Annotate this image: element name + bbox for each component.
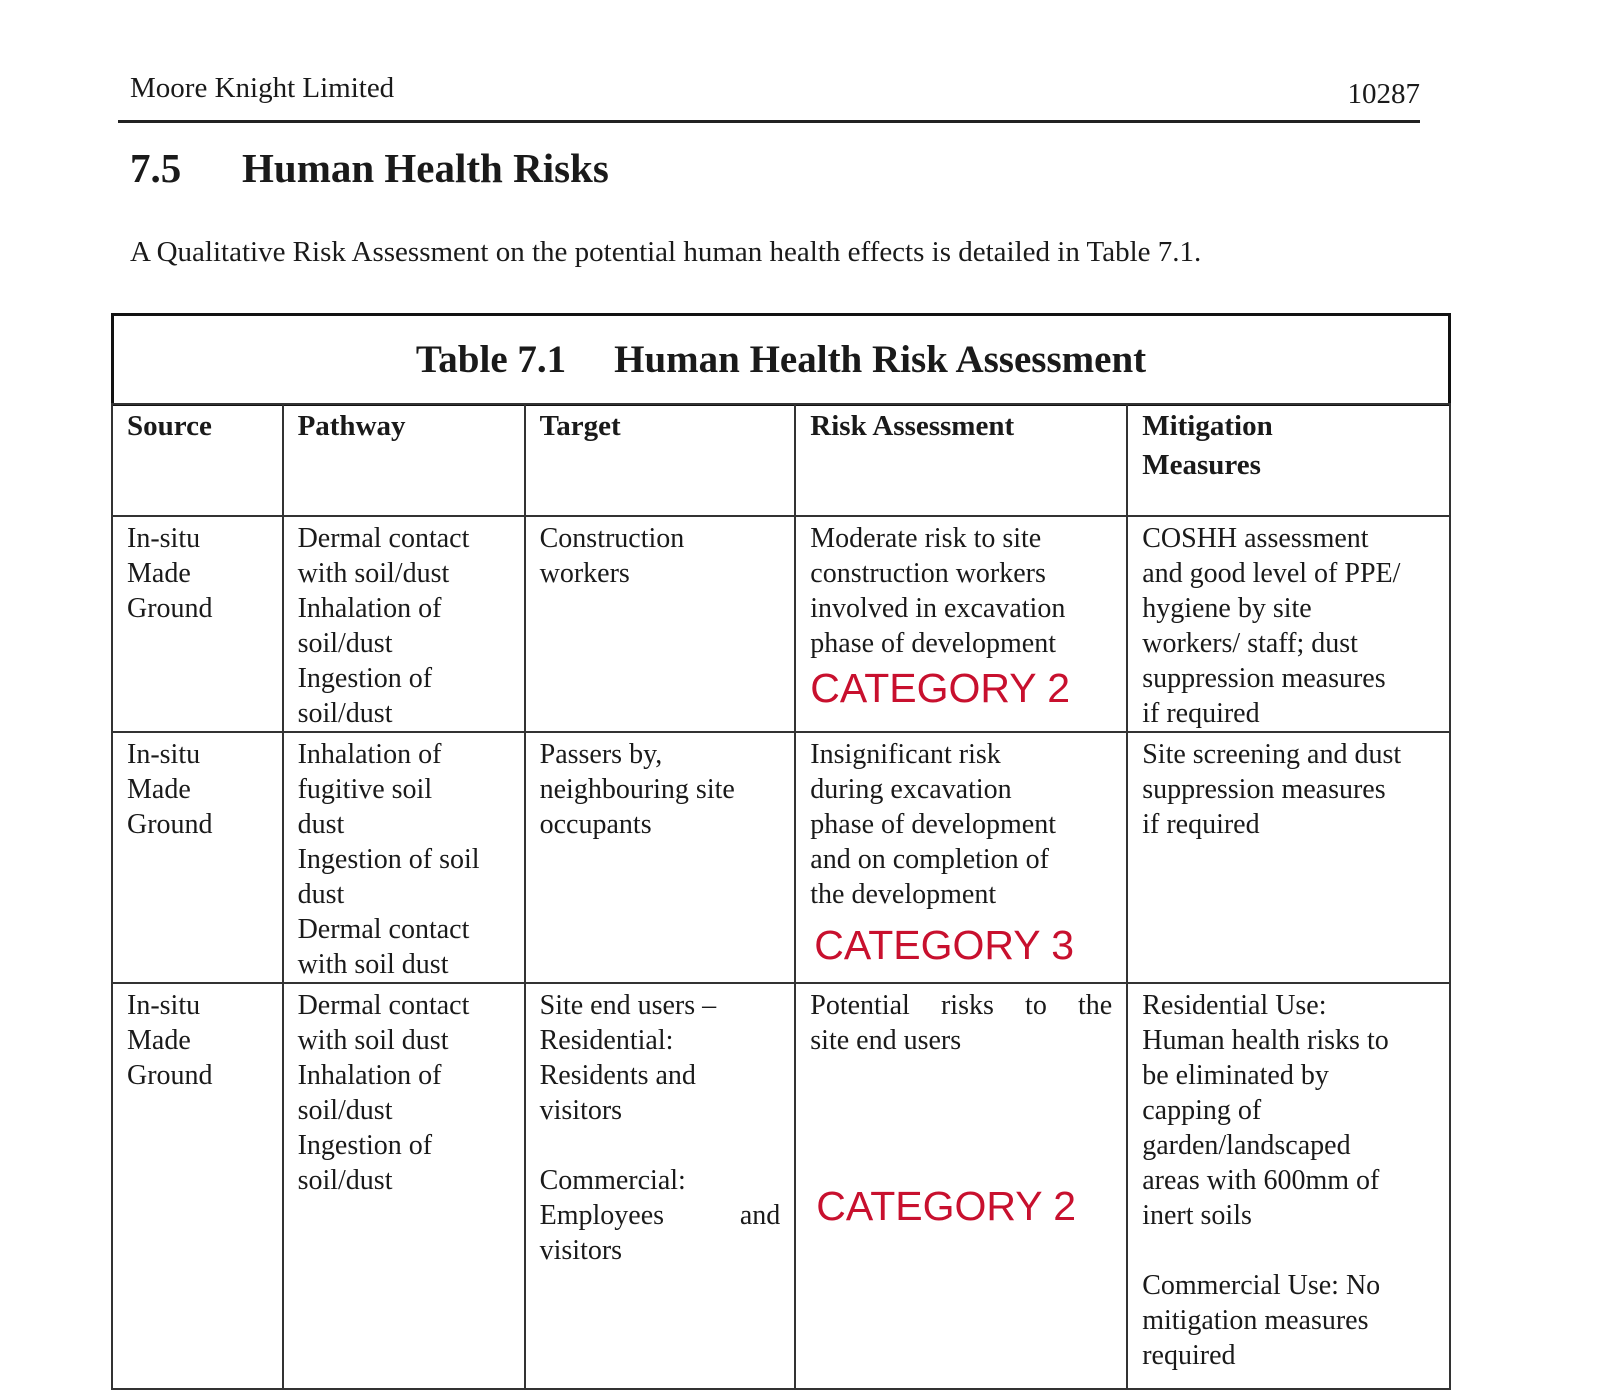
- mitigation-line: inert soils: [1142, 1200, 1252, 1231]
- target-line: workers: [539, 558, 630, 589]
- cell-pathway: [283, 983, 525, 1389]
- mitigation-line: if required: [1142, 698, 1260, 729]
- pathway-line: Ingestion of: [297, 1130, 433, 1161]
- section-title: Human Health Risks: [242, 145, 609, 191]
- mitigation-line: areas with 600mm of: [1142, 1165, 1380, 1196]
- section-heading: [130, 144, 609, 192]
- risk-line: construction workers: [810, 558, 1046, 589]
- target-line: Residential:: [539, 1025, 674, 1056]
- risk-word: to: [1025, 990, 1047, 1021]
- cell-target: [525, 983, 796, 1389]
- pathway-line: soil/dust: [297, 698, 393, 729]
- category-annotation: CATEGORY 2: [816, 1183, 1077, 1229]
- risk-word: Potential: [810, 990, 910, 1021]
- source-line: Made: [127, 774, 191, 805]
- target-word: and: [739, 1200, 781, 1231]
- document-number: 10287: [1347, 78, 1420, 110]
- source-line: In-situ: [127, 523, 201, 554]
- column-header-risk-assessment: Risk Assessment: [795, 404, 1127, 516]
- table-row: [112, 516, 1450, 732]
- cell-mitigation: [1127, 983, 1450, 1389]
- target-line: Passers by,: [539, 739, 663, 770]
- column-header-target: Target: [525, 404, 796, 516]
- risk-line: involved in excavation: [810, 593, 1066, 624]
- pathway-line: Dermal contact: [297, 990, 470, 1021]
- page-header: [130, 72, 1420, 112]
- mitigation-line: Residential Use:: [1142, 990, 1327, 1021]
- target-line: occupants: [539, 809, 652, 840]
- mitigation-line: be eliminated by: [1142, 1060, 1329, 1091]
- risk-line: the development: [810, 879, 997, 910]
- pathway-line: Dermal contact: [297, 914, 470, 945]
- table-number: Table 7.1: [415, 338, 567, 381]
- header-divider: [118, 120, 1420, 123]
- mitigation-line: Commercial Use: No: [1142, 1270, 1381, 1301]
- pathway-line: fugitive soil: [297, 774, 433, 805]
- pathway-line: Inhalation of: [297, 1060, 442, 1091]
- line-gap: [1142, 1233, 1435, 1268]
- risk-word: the: [1077, 990, 1113, 1021]
- category-annotation: CATEGORY 2: [810, 665, 1071, 711]
- source-line: Ground: [127, 1060, 213, 1091]
- pathway-line: soil/dust: [297, 1095, 393, 1126]
- pathway-line: Dermal contact: [297, 523, 470, 554]
- table-header-row: [112, 404, 1450, 516]
- mitigation-line: hygiene by site: [1142, 593, 1312, 624]
- column-header-mitigation: [1127, 404, 1450, 516]
- mitigation-line: workers/ staff; dust: [1142, 628, 1358, 659]
- source-line: Made: [127, 558, 191, 589]
- section-number: 7.5: [130, 145, 182, 191]
- cell-target: [525, 732, 796, 983]
- pathway-line: soil/dust: [297, 628, 393, 659]
- pathway-line: soil/dust: [297, 1165, 393, 1196]
- cell-pathway: [283, 732, 525, 983]
- mitigation-line: required: [1142, 1340, 1236, 1371]
- table-row: [112, 732, 1450, 983]
- source-line: In-situ: [127, 990, 201, 1021]
- company-name: Moore Knight Limited: [130, 72, 395, 104]
- table-grid: [111, 403, 1451, 1390]
- risk-line: Moderate risk to site: [810, 523, 1042, 554]
- risk-word: risks: [940, 990, 994, 1021]
- category-annotation: CATEGORY 3: [814, 922, 1075, 968]
- source-line: Ground: [127, 809, 213, 840]
- source-line: Ground: [127, 593, 213, 624]
- risk-line: site end users: [810, 1025, 962, 1056]
- cell-pathway: [283, 516, 525, 732]
- pathway-line: with soil dust: [297, 949, 449, 980]
- source-line: In-situ: [127, 739, 201, 770]
- cell-mitigation: [1127, 732, 1450, 983]
- pathway-line: Ingestion of: [297, 663, 433, 694]
- target-line-justified: [540, 1198, 781, 1233]
- risk-line: phase of development: [810, 809, 1056, 840]
- mitigation-line: Site screening and dust: [1142, 739, 1402, 770]
- mitigation-line: mitigation measures: [1142, 1305, 1369, 1336]
- target-line: neighbouring site: [539, 774, 735, 805]
- risk-line-justified: [810, 988, 1112, 1023]
- table-row: [112, 983, 1450, 1389]
- mitigation-line: COSHH assessment: [1142, 523, 1369, 554]
- column-header-source: Source: [112, 404, 283, 516]
- pathway-line: dust: [297, 879, 345, 910]
- target-line: visitors: [539, 1095, 623, 1126]
- cell-risk-assessment: [795, 983, 1127, 1389]
- cell-target: [525, 516, 796, 732]
- risk-line: phase of development: [810, 628, 1056, 659]
- table-title: Human Health Risk Assessment: [614, 338, 1147, 381]
- target-line: Site end users –: [539, 990, 717, 1021]
- cell-risk-assessment: [795, 732, 1127, 983]
- source-line: Made: [127, 1025, 191, 1056]
- risk-line: during excavation: [810, 774, 1012, 805]
- target-line: visitors: [539, 1235, 623, 1266]
- line-gap: [540, 1128, 781, 1163]
- target-line: Construction: [539, 523, 685, 554]
- table-caption: [111, 313, 1451, 406]
- mitigation-line: garden/landscaped: [1142, 1130, 1351, 1161]
- target-word: Employees: [539, 1200, 665, 1231]
- pathway-line: Inhalation of: [297, 593, 442, 624]
- mitigation-line: Human health risks to: [1142, 1025, 1389, 1056]
- target-line: Commercial:: [539, 1165, 686, 1196]
- column-header-pathway: Pathway: [283, 404, 525, 516]
- cell-source: [112, 516, 283, 732]
- pathway-line: with soil/dust: [297, 558, 450, 589]
- pathway-line: Inhalation of: [297, 739, 442, 770]
- mitigation-line: suppression measures: [1142, 663, 1386, 694]
- pathway-line: with soil dust: [297, 1025, 449, 1056]
- intro-paragraph: A Qualitative Risk Assessment on the potential human health effects is detailed in Table 7.1.: [130, 236, 1202, 268]
- mitigation-line: suppression measures: [1142, 774, 1386, 805]
- mitigation-line: capping of: [1142, 1095, 1262, 1126]
- cell-mitigation: [1127, 516, 1450, 732]
- cell-source: [112, 983, 283, 1389]
- pathway-line: dust: [297, 809, 345, 840]
- risk-line: Insignificant risk: [810, 739, 1001, 770]
- risk-line: and on completion of: [810, 844, 1050, 875]
- mitigation-line: if required: [1142, 809, 1260, 840]
- column-header-mitigation-line: Mitigation: [1142, 410, 1273, 442]
- mitigation-line: and good level of PPE/: [1142, 558, 1401, 589]
- cell-risk-assessment: [795, 516, 1127, 732]
- cell-source: [112, 732, 283, 983]
- target-line: Residents and: [539, 1060, 696, 1091]
- pathway-line: Ingestion of soil: [297, 844, 480, 875]
- column-header-mitigation-line: Measures: [1142, 449, 1261, 481]
- risk-assessment-table: [111, 313, 1451, 1390]
